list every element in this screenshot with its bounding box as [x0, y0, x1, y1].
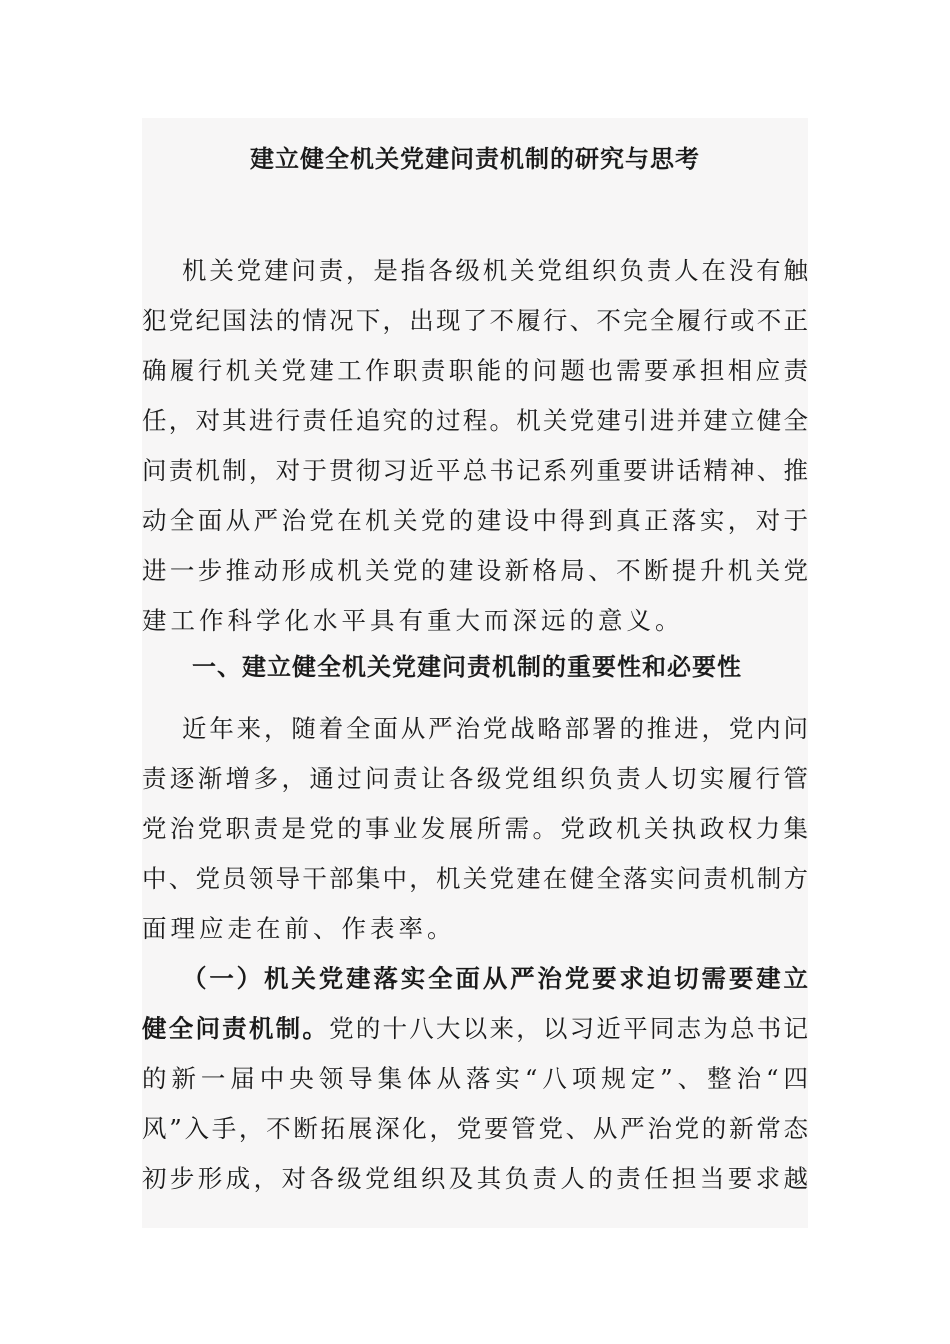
intro-paragraph: [142, 246, 808, 646]
section1-line: 责逐渐增多，通过问责让各级党组织负责人切实履行管: [142, 764, 808, 793]
intro-line: 问责机制，对于贯彻习近平总书记系列重要讲话精神、推: [142, 456, 808, 485]
section1-line: 面理应走在前、作表率。: [142, 914, 456, 943]
subsection-line: 的新一届中央领导集体从落实“八项规定”、整治“四: [142, 1064, 808, 1093]
intro-line: 建工作科学化水平具有重大而深远的意义。: [142, 606, 684, 635]
intro-line: 动全面从严治党在机关党的建设中得到真正落实，对于: [142, 506, 808, 535]
section1-paragraph: [142, 704, 808, 954]
section1-line: 中、党员领导干部集中，机关党建在健全落实问责机制方: [142, 864, 808, 893]
subsection-text: 党的十八大以来，以习近平同志为总书记: [329, 1014, 809, 1043]
intro-line: 确履行机关党建工作职责职能的问题也需要承担相应责: [142, 356, 808, 385]
intro-line: 机关党建问责，是指各级机关党组织负责人在没有触: [182, 256, 808, 285]
subsection-heading-end: 健全问责机制。: [142, 1014, 330, 1043]
subsection-line: [142, 1004, 808, 1054]
subsection-line: 初步形成，对各级党组织及其负责人的责任担当要求越: [142, 1164, 808, 1193]
subsection-line: 风”入手，不断拓展深化，党要管党、从严治党的新常态: [142, 1114, 808, 1143]
subsection-heading: （一）机关党建落实全面从严治党要求迫切需要建立: [182, 964, 808, 993]
subsection1-paragraph: [142, 954, 808, 1204]
intro-line: 犯党纪国法的情况下，出现了不履行、不完全履行或不正: [142, 306, 808, 335]
section-heading: 一、建立健全机关党建问责机制的重要性和必要性: [192, 653, 742, 681]
document-title: 建立健全机关党建问责机制的研究与思考: [250, 145, 700, 173]
section1-line: 党治党职责是党的事业发展所需。党政机关执政权力集: [142, 814, 808, 843]
document-page: [142, 118, 808, 1228]
intro-line: 进一步推动形成机关党的建设新格局、不断提升机关党: [142, 556, 808, 585]
intro-line: 任，对其进行责任追究的过程。机关党建引进并建立健全: [142, 406, 808, 435]
section1-line: 近年来，随着全面从严治党战略部署的推进，党内问: [182, 714, 808, 743]
